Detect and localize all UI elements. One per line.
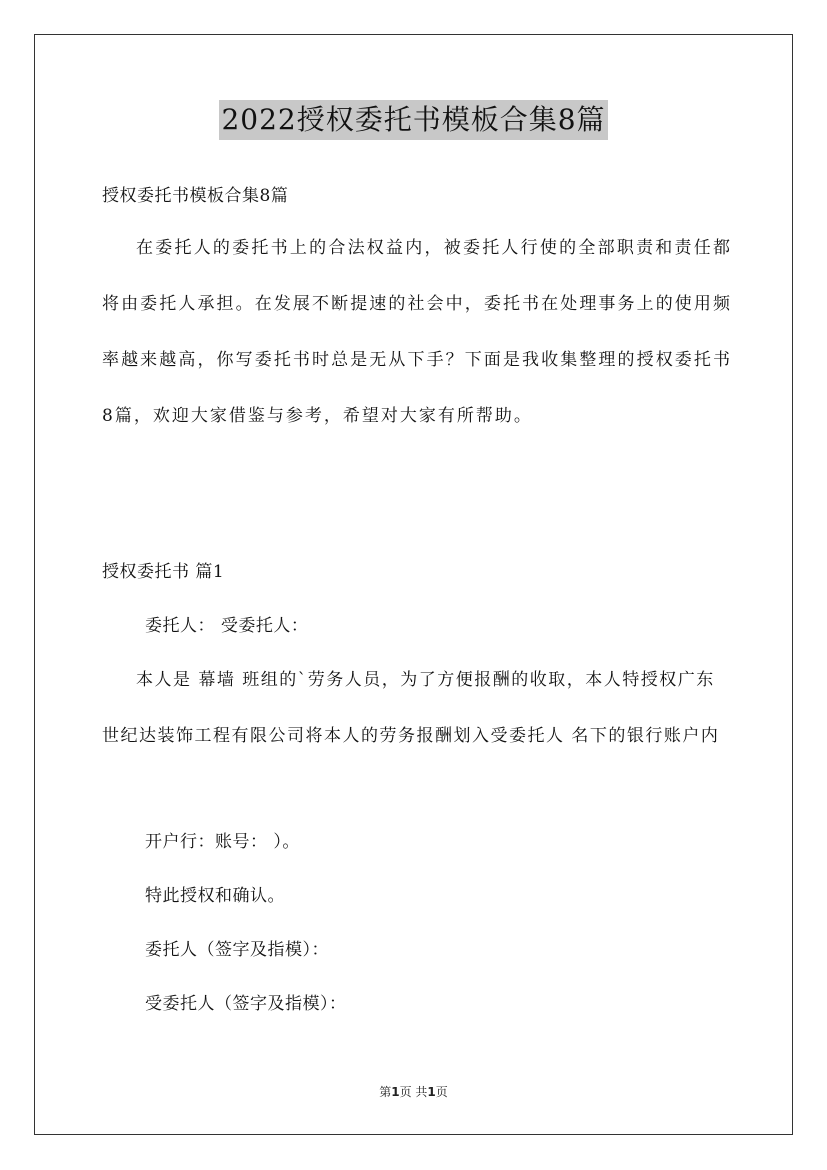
section-heading: 授权委托书 篇1: [102, 562, 225, 582]
agent-signature-line: 受委托人（签字及指模）：: [145, 994, 347, 1014]
confirm-line: 特此授权和确认。: [145, 886, 285, 906]
parties-line: 委托人： 受委托人：: [145, 616, 309, 636]
document-subtitle: 授权委托书模板合集8篇: [102, 186, 289, 206]
footer-suffix: 页: [435, 1085, 448, 1099]
body-paragraph: 本人是 幕墙 班组的`劳务人员，为了方便报酬的收取，本人特授权广东世纪达装饰工程有限公司将本人的劳务报酬划入受委托人 名下的银行账户内: [102, 670, 720, 746]
footer-total-pages: 1: [427, 1085, 436, 1099]
bank-line: 开户行：账号： ）。: [145, 832, 300, 852]
page-footer: [0, 1083, 827, 1100]
document-title: 2022授权委托书模板合集8篇: [219, 100, 607, 140]
title-container: [0, 100, 827, 140]
footer-mid: 页 共: [399, 1085, 428, 1099]
footer-prefix: 第: [379, 1085, 392, 1099]
footer-page-number: 1: [391, 1085, 400, 1099]
principal-signature-line: 委托人（签字及指模）：: [145, 940, 329, 960]
intro-paragraph: 在委托人的委托书上的合法权益内，被委托人行使的全部职责和责任都将由委托人承担。在发展不断提速的社会中，委托书在处理事务上的使用频率越来越高，你写委托书时总是无从下手？下面是我收集整理的授权委托书8篇，欢迎大家借鉴与参考，希望对大家有所帮助。: [102, 238, 732, 426]
